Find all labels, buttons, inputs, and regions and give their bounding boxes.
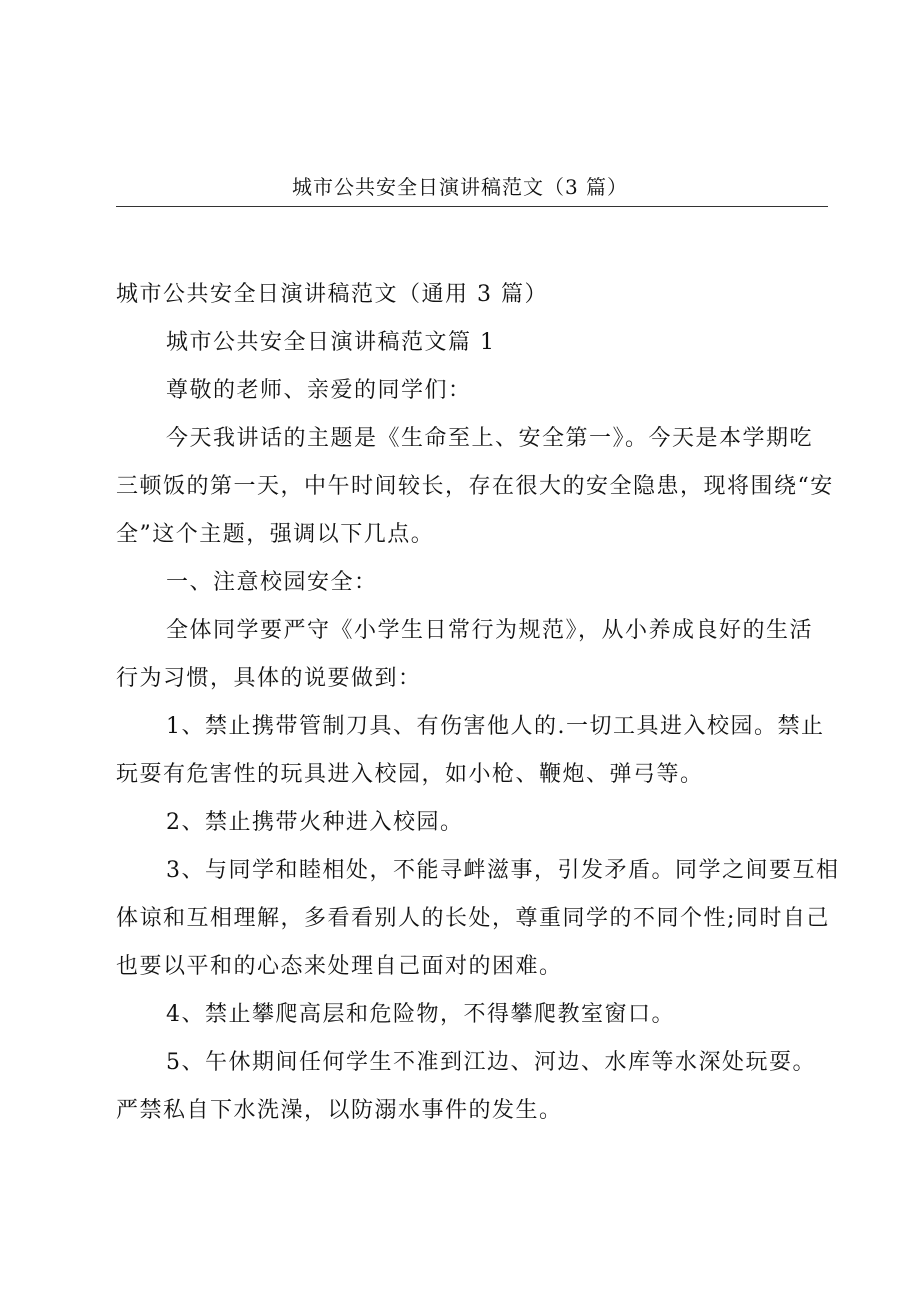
list-item-line: 也要以平和的心态来处理自己面对的困难。 <box>116 954 563 979</box>
list-item-line: 玩耍有危害性的玩具进入校园，如小枪、鞭炮、弹弓等。 <box>116 762 704 787</box>
list-item-line: 3、与同学和睦相处，不能寻衅滋事，引发矛盾。同学之间要互相 <box>166 858 840 883</box>
paragraph-line: 三顿饭的第一天，中午时间较长，存在很大的安全隐患，现将围绕“安 <box>116 474 834 499</box>
paragraph-line: 全”这个主题，强调以下几点。 <box>116 522 435 547</box>
document-title: 城市公共安全日演讲稿范文（通用 3 篇） <box>116 282 548 307</box>
page-header-title: 城市公共安全日演讲稿范文（3 篇） <box>291 175 629 199</box>
list-item-line: 1、禁止携带管制刀具、有伤害他人的.一切工具进入校园。禁止 <box>166 714 825 739</box>
paragraph-line: 全体同学要严守《小学生日常行为规范》，从小养成良好的生活 <box>166 618 814 643</box>
paragraph-line: 今天我讲话的主题是《生命至上、安全第一》。今天是本学期吃 <box>166 426 814 451</box>
section-heading: 城市公共安全日演讲稿范文篇 1 <box>166 330 496 355</box>
header-divider <box>116 206 828 207</box>
list-item-line: 2、禁止携带火种进入校园。 <box>166 810 464 835</box>
list-item-line: 严禁私自下水洗澡，以防溺水事件的发生。 <box>116 1098 563 1123</box>
list-item-line: 5、午休期间任何学生不准到江边、河边、水库等水深处玩耍。 <box>166 1050 816 1075</box>
list-item-line: 4、禁止攀爬高层和危险物，不得攀爬教室窗口。 <box>166 1002 675 1027</box>
list-item-line: 体谅和互相理解，多看看别人的长处，尊重同学的不同个性;同时自己 <box>116 906 830 931</box>
subheading: 一、注意校园安全： <box>166 570 378 595</box>
salutation: 尊敬的老师、亲爱的同学们： <box>166 378 472 403</box>
paragraph-line: 行为习惯，具体的说要做到： <box>116 666 422 691</box>
